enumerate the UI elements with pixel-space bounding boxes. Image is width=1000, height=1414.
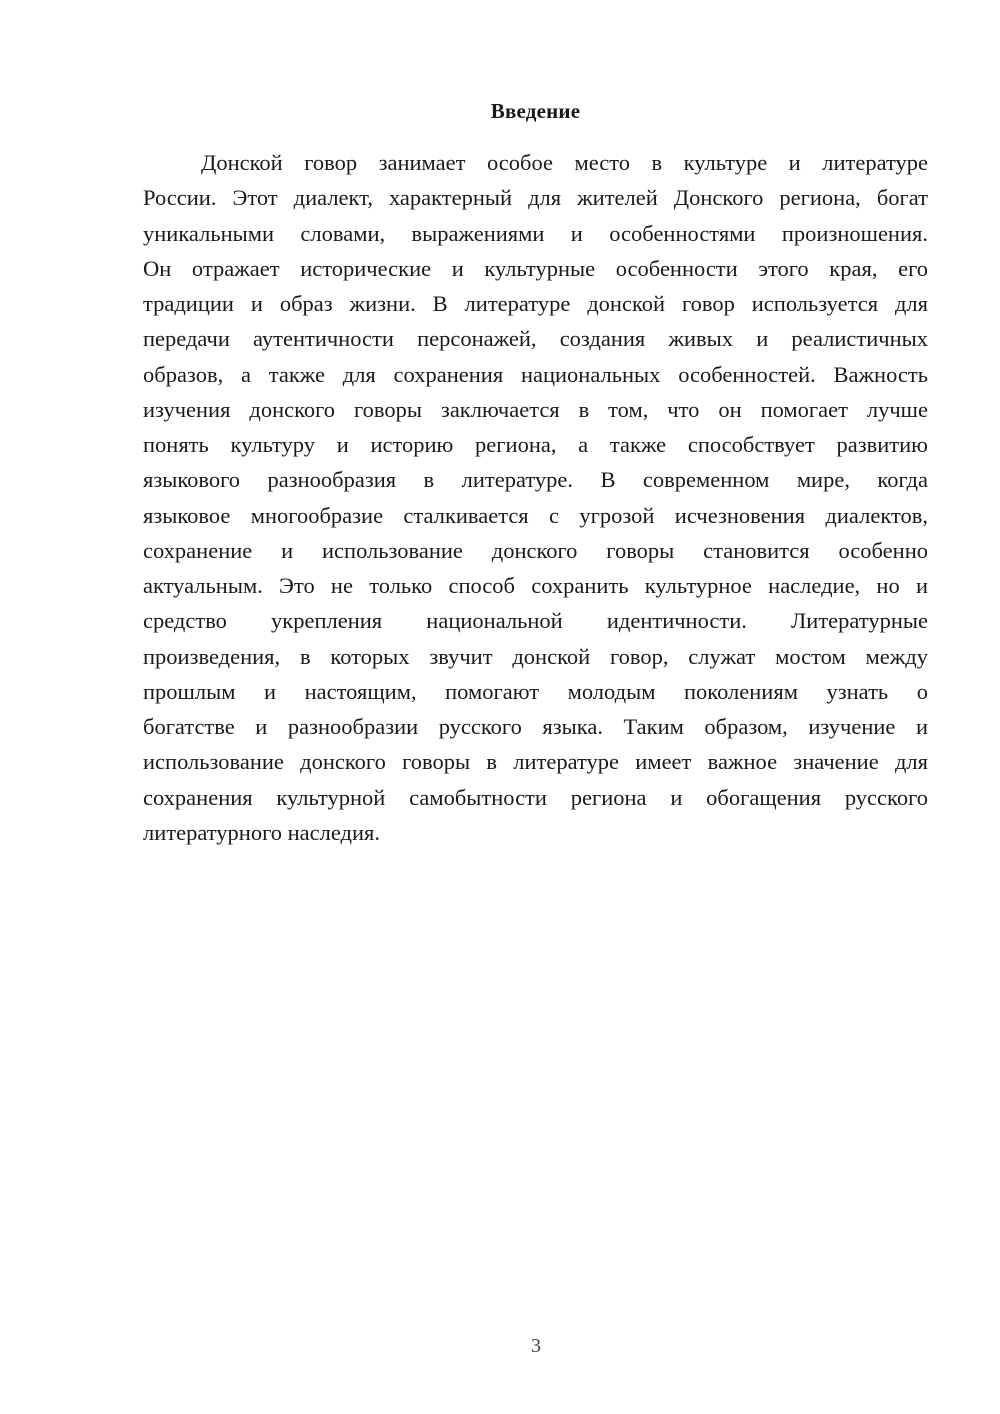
- paragraph-line: богатстве и разнообразии русского языка. Таким образом, изучение и: [143, 714, 928, 739]
- paragraph-line: России. Этот диалект, характерный для жителей Донского региона, богат: [143, 185, 928, 211]
- paragraph-line: произведения, в которых звучит донской говор, служат мостом между: [143, 643, 928, 669]
- section-heading: Введение: [490, 99, 581, 123]
- paragraph-line: изучения донского говоры заключается в том, что он помогает лучше: [143, 396, 928, 422]
- body-paragraph: [143, 145, 928, 850]
- paragraph-line: сохранения культурной самобытности региона и обогащения русского: [143, 784, 928, 810]
- page-number: 3: [531, 1335, 541, 1357]
- paragraph-line-last: литературного наследия.: [143, 819, 381, 845]
- paragraph-line: актуальным. Это не только способ сохранить культурное наследие, но и: [143, 573, 928, 598]
- paragraph-line: уникальными словами, выражениями и особенностями произношения.: [143, 220, 928, 246]
- paragraph-line: средство укрепления национальной идентичности. Литературные: [143, 608, 928, 634]
- paragraph-line: прошлым и настоящим, помогают молодым поколениям узнать о: [143, 678, 928, 704]
- paragraph-line: образов, а также для сохранения национальных особенностей. Важность: [143, 361, 928, 387]
- paragraph-line: сохранение и использование донского говоры становится особенно: [143, 537, 928, 563]
- paragraph-line: Донской говор занимает особое место в культуре и литературе: [201, 150, 928, 175]
- paragraph-line: Он отражает исторические и культурные особенности этого края, его: [143, 255, 928, 281]
- paragraph-line: традиции и образ жизни. В литературе донской говор используется для: [143, 291, 928, 316]
- paragraph-line: понять культуру и историю региона, а также способствует развитию: [143, 432, 928, 457]
- paragraph-line: использование донского говоры в литературе имеет важное значение для: [143, 749, 928, 775]
- paragraph-line: передачи аутентичности персонажей, создания живых и реалистичных: [143, 326, 928, 352]
- paragraph-line: языкового разнообразия в литературе. В современном мире, когда: [143, 467, 928, 493]
- paragraph-line: языковое многообразие сталкивается с угрозой исчезновения диалектов,: [143, 502, 928, 528]
